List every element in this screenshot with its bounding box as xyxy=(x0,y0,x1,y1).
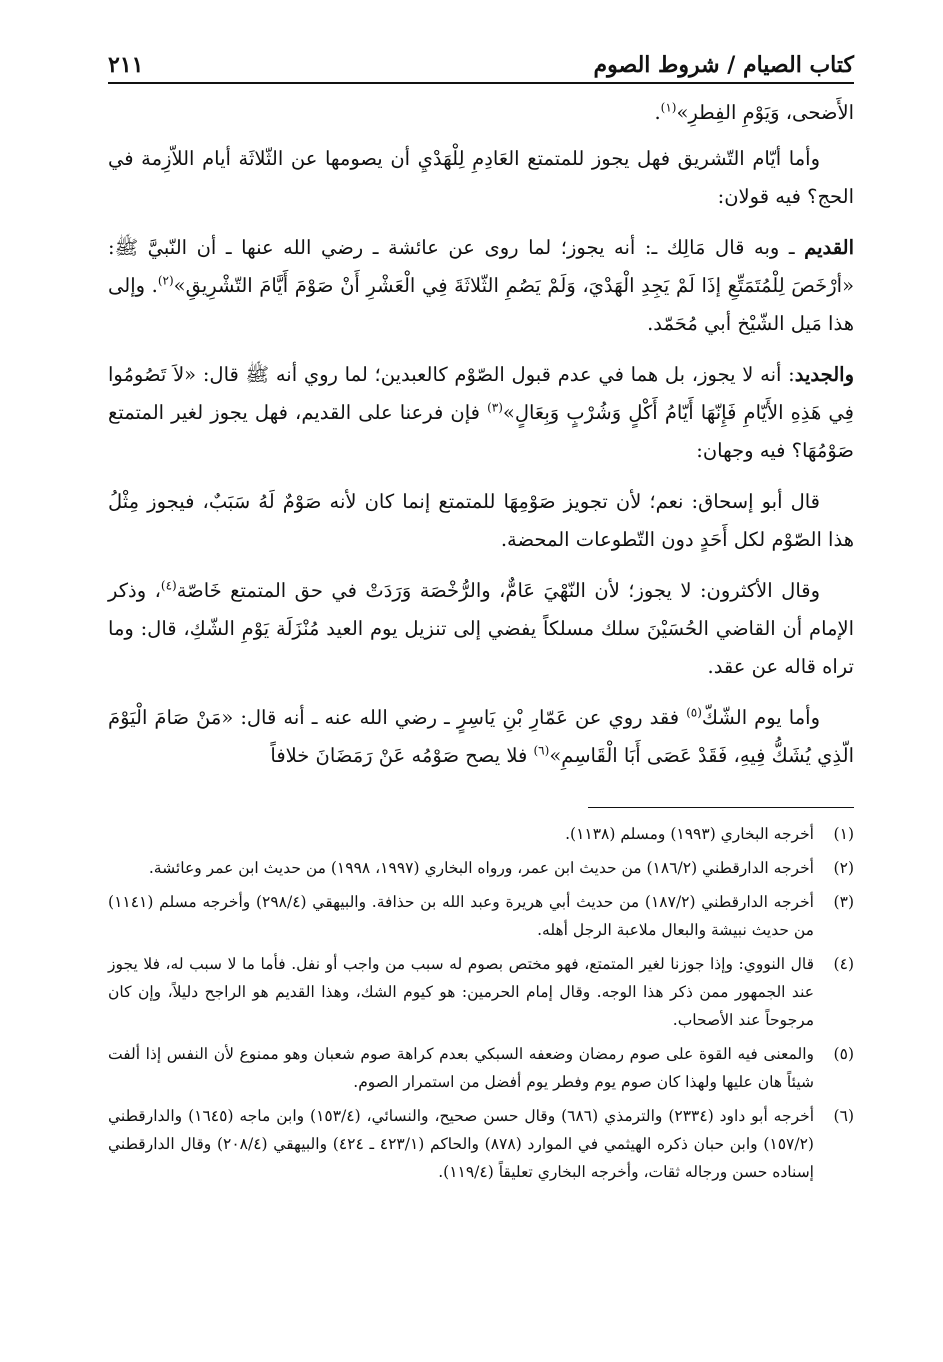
main-text xyxy=(108,94,854,788)
footnote-item xyxy=(108,820,854,848)
footnote-ref-1[interactable]: (١) xyxy=(660,100,677,115)
running-title: كتاب الصيام / شروط الصوم xyxy=(593,52,854,78)
footnote-text: والمعنى فيه القوة على صوم رمضان وضعفه السبكي بعدم كراهة صوم شعبان وهو ممنوع لأن النفس إذا ألفت شيئاً هان عليها ولهذا كان صوم يوم وفطر يوم أفضل من استمرار الصوم. xyxy=(108,1045,814,1091)
footnote-ref-3[interactable]: (٣) xyxy=(487,400,503,415)
paragraph-majority: وقال الأكثرون: لا يجوز؛ لأن النّهْيَ عَامٌّ، والرُّخْصَة وَرَدَتْ في حق المتمتع خَاصّة$^{(٤)}$، وذكر الإمام أن القاضي الحُسَيْنَ سلك مسلكاً يفضي إلى تنزيل يوم العيد مُنْزَلَة يَوْمِ الشّكِ، قال: وما تراه قاله عن عقد. xyxy=(108,578,854,678)
term-qadim: القديم xyxy=(804,236,854,259)
footnote-number: (١) xyxy=(833,825,854,843)
footnote-text: أخرجه الدارقطني (١٨٧/٢) من حديث أبي هريرة وعبد الله بن حذافة. والبيهقي (٢٩٨/٤) وأخرجه مسلم (١١٤١) من حديث نبيشة والبعال ملاعبة الرجل أهله. xyxy=(108,893,814,939)
footnote-separator xyxy=(588,807,854,808)
footnote-ref-5[interactable]: (٥) xyxy=(686,705,702,720)
footnote-item xyxy=(108,1102,854,1186)
footnote-number: (٣) xyxy=(833,893,854,911)
footnote-item xyxy=(108,888,854,944)
paragraph-qadim: القديم ـ وبه قال مَالِك ـ: أنه يجوز؛ لما روى عن عائشة ـ رضي الله عنها ـ أن النّبيَّ ﷺ: «أرْخَصَ لِلْمُتَمَتِّعِ إذَا لَمْ يَجِدِ الْهَدْيَ، وَلَمْ يَصُمِ الثّلاثَةَ فِي الْعَشْرِ أَنْ صَوْمَ أَيَّامَ التّشْرِيقِ»$^{(٢)}$. وإلى هذا مَيل الشّيْخ أبي مُحَمّد. xyxy=(108,236,854,335)
page-number: ٢١١ xyxy=(108,52,144,78)
paragraph-continuation: الأَضحى، وَيَوْمِ الفِطرِ»$^{(١)}$. xyxy=(654,100,854,124)
paragraph-jadid: والجديد: أنه لا يجوز، بل هما في عدم قبول الصّوْم كالعبدين؛ لما روي أنه ﷺ قال: «لاَ تَصُومُوا فِي هَذِهِ الأَيّامِ فَإِنّهَا أَيّامُ أَكْلٍ وَشُرْبٍ وَبِعَالٍ»$^{(٣)}$ فإن فرعنا على القديم، فهل يجوز لغير المتمتع صَوْمُهَا؟ فيه وجهان: xyxy=(108,363,854,462)
footnote-ref-4[interactable]: (٤) xyxy=(160,578,177,593)
footnote-text: أخرجه أبو داود (٢٣٣٤) والترمذي (٦٨٦) وقال حسن صحيح، والنسائي، (١٥٣/٤) وابن ماجه (١٦٤٥) والدارقطني (١٥٧/٢) وابن حبان ذكره الهيثمي في الموارد (٨٧٨) والحاكم (٤٢٣/١ ـ ٤٢٤) والبيهقي (٢٠٨/٤) وقال الدارقطني إسناده حسن ورجاله ثقات، وأخرجه البخاري تعليقاً (١١٩/٤). xyxy=(108,1107,815,1181)
footnote-number: (٤) xyxy=(833,955,854,973)
footnote-item xyxy=(108,950,854,1034)
footnote-text: أخرجه البخاري (١٩٩٣) ومسلم (١١٣٨). xyxy=(565,825,814,843)
paragraph-tashriq: وأما أيّام التّشريق فهل يجوز للمتمتع العَادِمِ لِلْهَدْيِ أن يصومها عن الثّلاثَة أيام اللاّزِمة في الحج؟ فيه قولان: xyxy=(108,147,854,208)
footnote-ref-2[interactable]: (٢) xyxy=(157,273,174,288)
paragraph-yawm-shakk: وأما يوم الشّكّ$^{(٥)}$ فقد روي عن عَمّارِ بْنِ يَاسِرٍ ـ رضي الله عنه ـ أنه قال: «مَنْ صَامَ الْيَوْمَ الّذِي يُشَكُّ فِيهِ، فَقَدْ عَصَى أَبَا الْقَاسِمِ»$^{(٦)}$ فلا يصح صَوْمُه عَنْ رَمَضَانَ خلافاً xyxy=(108,705,854,767)
paragraph-abu-ishaq: قال أبو إسحاق: نعم؛ لأن تجويز صَوْمِهَا للمتمتع إنما كان لأنه صَوْمٌ لَهُ سَبَبٌ، فيجوز مِثْلُ هذا الصّوْم لكل أَحَدٍ دون التّطوعات المحضة. xyxy=(108,490,854,551)
term-jadid: والجديد xyxy=(794,363,854,386)
footnote-text: قال النووي: وإذا جوزنا لغير المتمتع، فهو مختص بصوم له سبب من واجب أو نفل. فأما ما لا سبب له، فلا يجوز عند الجمهور ممن ذكر هذا الوجه. وقال إمام الحرمين: هو كيوم الشك، وهذا القديم هو الراجح دليلاً، وإن كان مرجوحاً عند الأصحاب. xyxy=(108,955,814,1029)
footnote-ref-6[interactable]: (٦) xyxy=(533,743,550,758)
footnotes xyxy=(108,820,854,1192)
page-header xyxy=(108,38,854,84)
footnote-text: أخرجه الدارقطني (١٨٦/٢) من حديث ابن عمر، ورواه البخاري (١٩٩٧، ١٩٩٨) من حديث ابن عمر وعائشة. xyxy=(148,859,814,877)
footnote-number: (٢) xyxy=(833,859,854,877)
footnote-number: (٥) xyxy=(833,1045,854,1063)
footnote-item xyxy=(108,1040,854,1096)
footnote-number: (٦) xyxy=(833,1107,854,1125)
footnote-item xyxy=(108,854,854,882)
